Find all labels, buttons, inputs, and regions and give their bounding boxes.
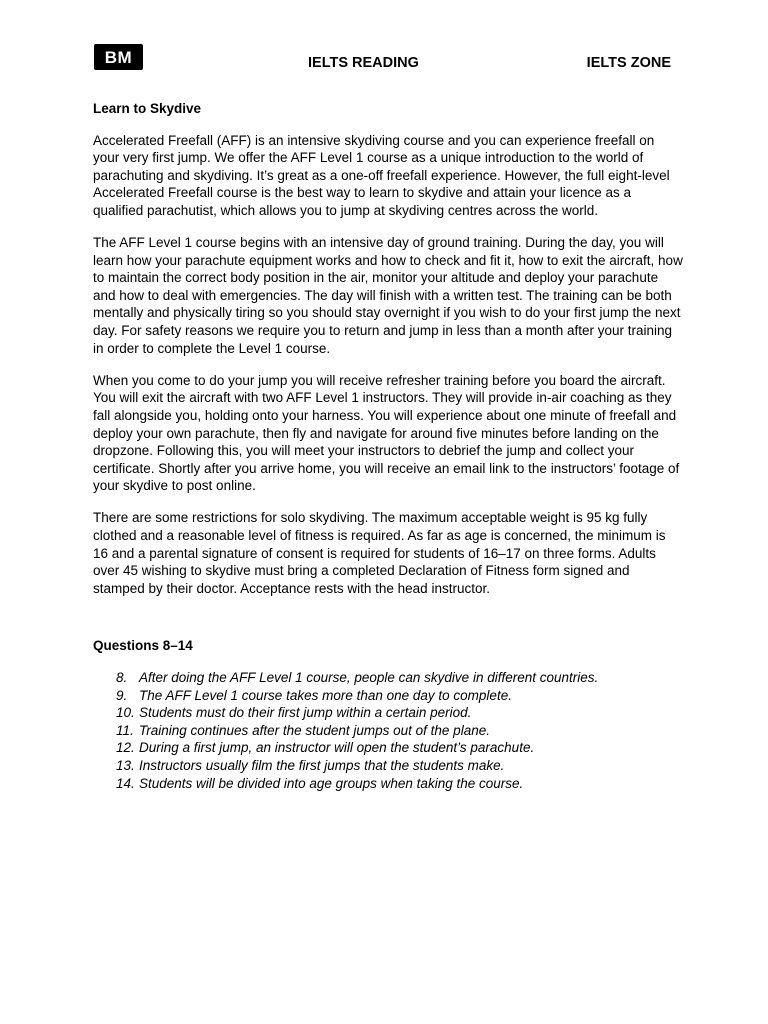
question-item — [116, 757, 683, 775]
question-text: Students must do their first jump within a certain period. — [139, 705, 472, 721]
question-item — [116, 669, 683, 687]
question-item — [116, 722, 683, 740]
header-right-label: IELTS ZONE — [586, 55, 671, 71]
bm-logo — [94, 44, 143, 70]
question-number: 13. — [116, 757, 135, 773]
question-item — [116, 775, 683, 793]
question-number: 14. — [116, 775, 135, 791]
passage-paragraph-1: Accelerated Freefall (AFF) is an intensive skydiving course and you can experience freefall on your very first jump. We offer the AFF Level 1 course as a unique introduction to the world of parachuting and skydiving. It’s great as a one-off freefall experience. However, the full eight-level Accelerated Freefall course is the best way to learn to skydive and attain your licence as a qualified parachutist, which allows you to jump at skydiving centres across the world. — [93, 132, 670, 218]
question-number: 9. — [116, 687, 128, 703]
page-title: IELTS READING — [308, 55, 419, 71]
questions-heading: Questions 8–14 — [93, 638, 193, 654]
question-text: Students will be divided into age groups when taking the course. — [139, 775, 524, 791]
document-body — [93, 100, 683, 792]
question-text: The AFF Level 1 course takes more than one day to complete. — [139, 687, 512, 703]
passage-paragraph-4: There are some restrictions for solo skydiving. The maximum acceptable weight is 95 kg fully clothed and a reasonable level of fitness is required. As far as age is concerned, the minimum is 16 and a parental signature of consent is required for students of 16–17 on three forms. Adults over 45 wishing to skydive must bring a completed Declaration of Fitness form signed and stamped by their doctor. Acceptance rests with the head instructor. — [93, 510, 666, 596]
question-text: Training continues after the student jumps out of the plane. — [139, 722, 490, 738]
question-number: 12. — [116, 740, 135, 756]
question-item — [116, 739, 683, 757]
question-number: 10. — [116, 705, 135, 721]
question-number: 8. — [116, 669, 128, 685]
question-text: After doing the AFF Level 1 course, people can skydive in different countries. — [139, 669, 599, 685]
question-number: 11. — [116, 722, 134, 738]
logo-text: BM — [104, 47, 133, 67]
question-text: Instructors usually film the first jumps that the students make. — [139, 757, 505, 773]
question-item — [116, 687, 683, 705]
question-item — [116, 704, 683, 722]
question-text: During a first jump, an instructor will open the student’s parachute. — [139, 740, 535, 756]
passage-title: Learn to Skydive — [93, 101, 202, 116]
passage-paragraph-2: The AFF Level 1 course begins with an intensive day of ground training. During the day, you will learn how your parachute equipment works and how to check and fit it, how to exit the aircraft, how to maintain the correct body position in the air, monitor your altitude and deploy your parachute and how to deal with emergencies. The day will finish with a written test. The training can be both mentally and physically tiring so you should stay overnight if you wish to do your first jump the next day. For safety reasons we require you to return and jump in less than a month after your training in order to complete the Level 1 course. — [93, 235, 683, 356]
questions-list — [93, 669, 683, 792]
passage-paragraph-3: When you come to do your jump you will receive refresher training before you board the aircraft. You will exit the aircraft with two AFF Level 1 instructors. They will provide in-air coaching as they fall alongside you, holding onto your harness. You will experience about one minute of freefall and deploy your own parachute, then fly and navigate for around five minutes before landing on the dropzone. Following this, you will meet your instructors to debrief the jump and collect your certificate. Shortly after you arrive home, you will receive an email link to the instructors’ footage of your skydive to post online. — [93, 372, 680, 494]
